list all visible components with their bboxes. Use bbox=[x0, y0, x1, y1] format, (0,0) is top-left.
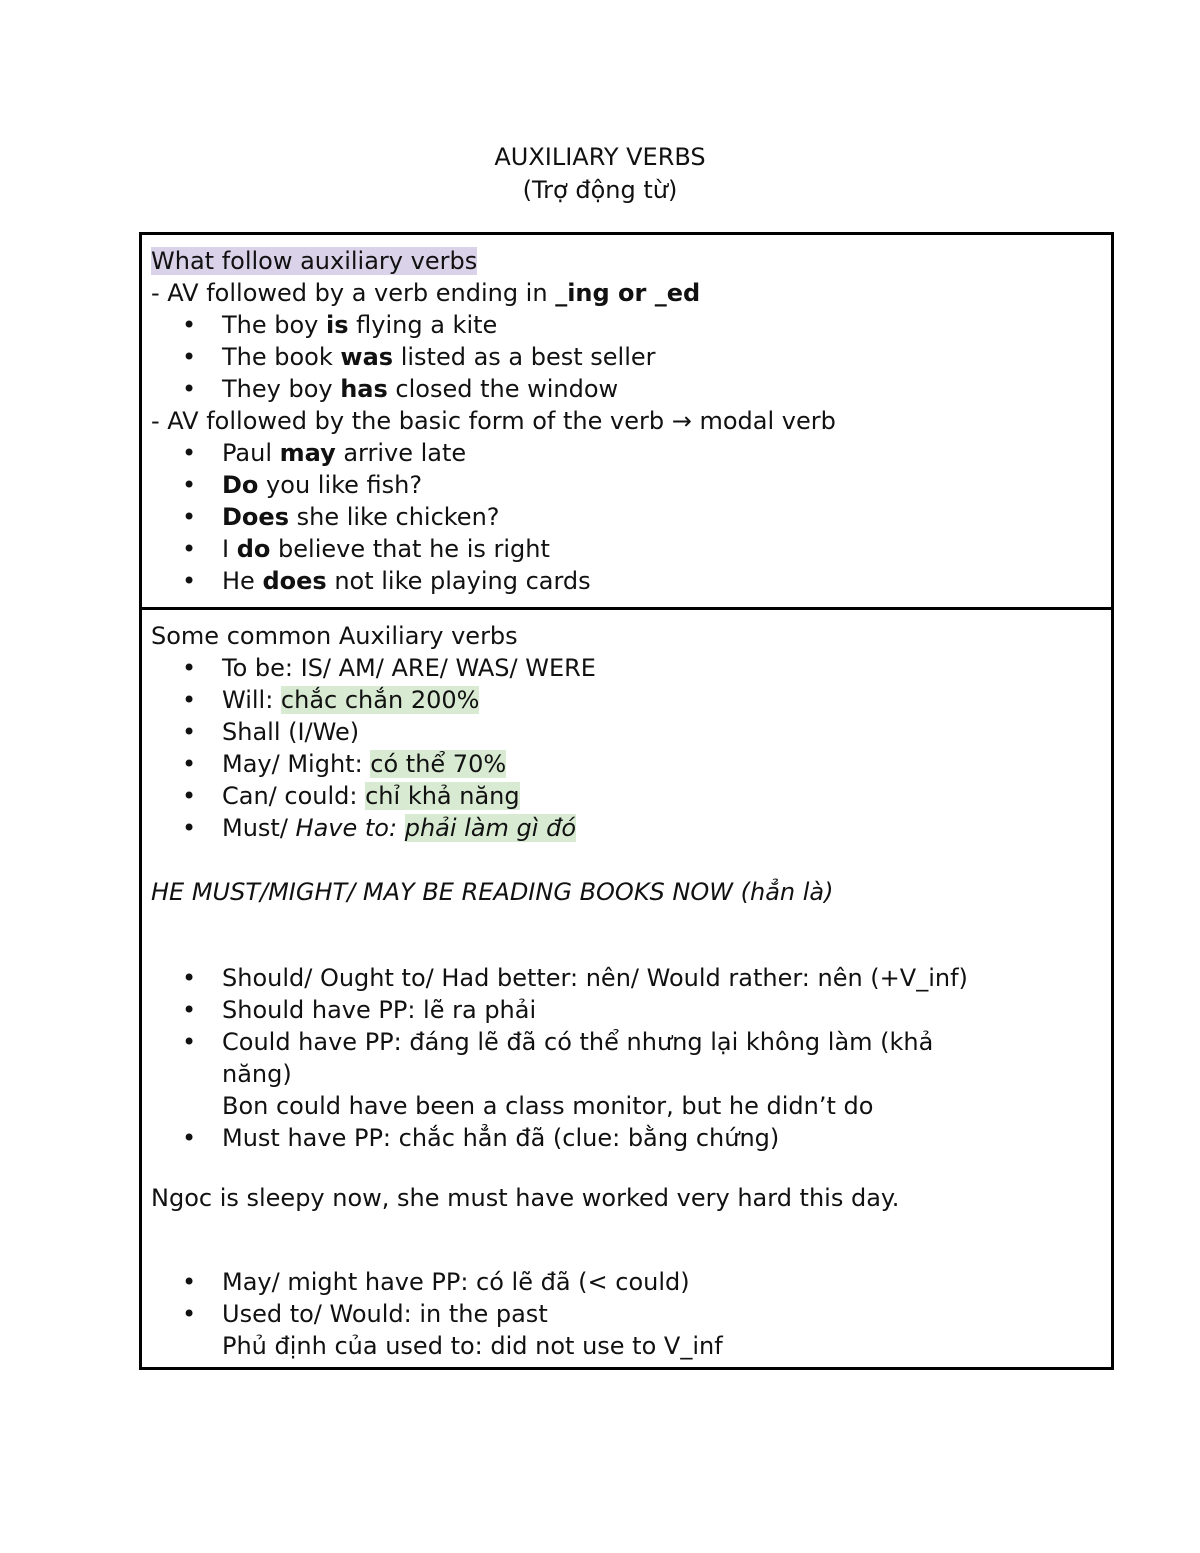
page-subtitle: (Trợ động từ) bbox=[522, 176, 678, 204]
section-heading: Some common Auxiliary verbs bbox=[151, 622, 518, 650]
rule-line: - AV followed by a verb ending in _ing or _ed bbox=[151, 279, 701, 307]
example-line: HE MUST/MIGHT/ MAY BE READING BOOKS NOW (hẳn là) bbox=[151, 878, 834, 906]
page-title: AUXILIARY VERBS bbox=[494, 143, 706, 171]
rule-line: - AV followed by the basic form of the verb → modal verb bbox=[151, 407, 836, 435]
table-cell-common-verbs: Some common Auxiliary verbs • To be: IS/ AM/ ARE/ WAS/ WERE • Will: chắc chắn 200% • Shall (I/We) • May/ Might: có thể 70% • Can/ could: chỉ khả năng • Must/ Have to: phải làm gì đó HE MUST/MIGHT/ MAY BE READING BOOKS NOW (hẳn là) • Should/ Ought to/ Had better: nên/ Would rather: nên (+V_inf) • Should have PP: lẽ ra phải • Could have PP: đáng lẽ đã có thể nhưng lại không làm (khả năng) Bon could have been a class monitor, but he didn’t do • Must have PP: chắc hẳn đã (clue: bằng chứng) Ngoc is sleepy now, she must have worked very hard this day. • May/ might have PP: có lẽ đã (< could) • Used to/ Would: in the past Phủ định của used to: did not use to V_inf bbox=[142, 607, 1111, 1367]
content-table bbox=[139, 232, 1114, 1370]
example-sentence: Ngoc is sleepy now, she must have worked very hard this day. bbox=[151, 1184, 900, 1212]
table-cell-what-follows: What follow auxiliary verbs - AV followed by a verb ending in _ing or _ed • The boy is flying a kite • The book was listed as a best seller • They boy has closed the window - AV followed by the basic form of the verb → modal verb • Paul may arrive late • Do you like fish? • Does she like chicken? • I do believe that he is right • He does not like playing cards bbox=[151, 247, 836, 595]
section-heading: What follow auxiliary verbs bbox=[151, 247, 478, 275]
title-block bbox=[0, 141, 1200, 207]
